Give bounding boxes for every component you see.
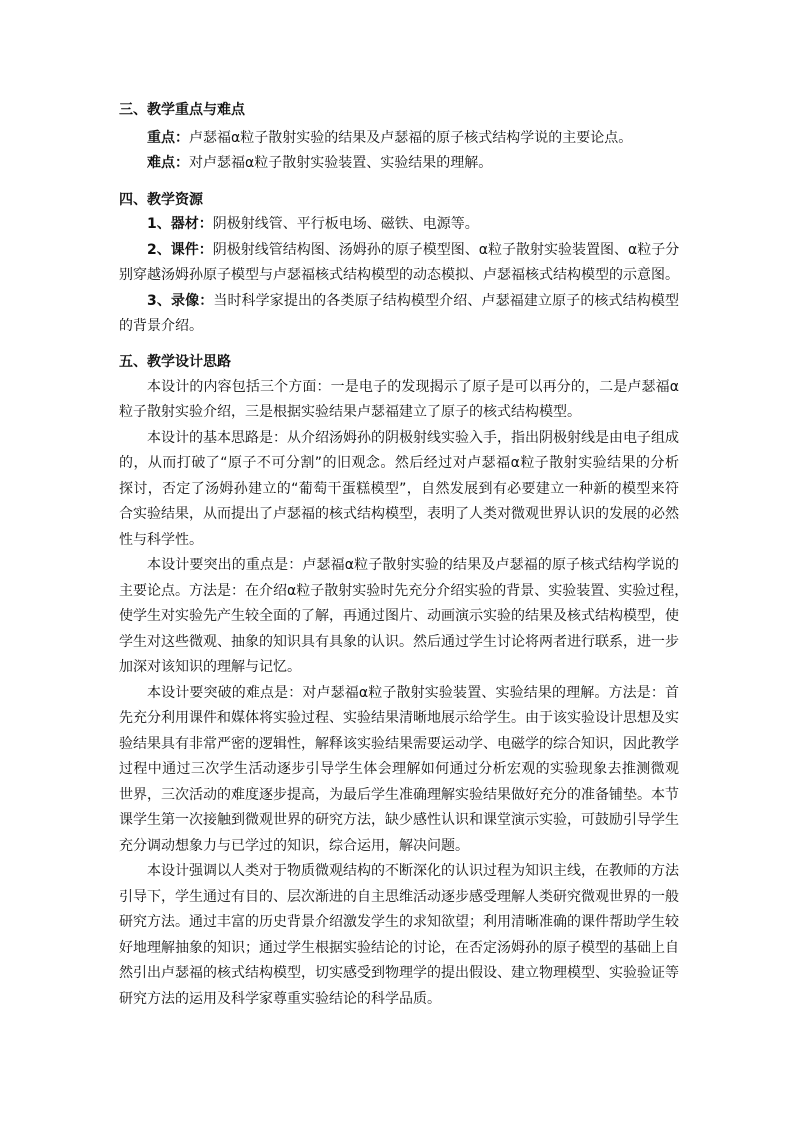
courseware-label: 2、课件： (147, 242, 213, 258)
section-3-heading: 三、教学重点与难点 (119, 102, 245, 118)
equipment-text: 阴极射线管、平行板电场、磁铁、电源等。 (212, 216, 479, 232)
courseware-text-line2: 别穿越汤姆孙原子模型与卢瑟福核式结构模型的动态模拟、卢瑟福核式结构模型的示意图。 (119, 267, 679, 283)
paragraph-line: 验结果具有非常严密的逻辑性，解释该实验结果需要运动学、电磁学的综合知识，因此教学 (119, 736, 679, 752)
paragraph-line: 研究方法的运用及科学家尊重实验结论的科学品质。 (119, 991, 441, 1007)
paragraph-line: 引导下，学生通过有目的、层次渐进的自主思维活动逐步感受理解人类研究微观世界的一般 (119, 889, 679, 905)
paragraph-line: 本设计的基本思路是：从介绍汤姆孙的阴极射线实验入手，指出阴极射线是由电子组成 (147, 430, 679, 446)
difficulty-text: 对卢瑟福α粒子散射实验装置、实验结果的理解。 (189, 155, 493, 171)
difficulty-line (147, 153, 492, 173)
paragraph-line: 本设计强调以人类对于物质微观结构的不断深化的认识过程为知识主线，在教师的方法 (147, 863, 679, 879)
paragraph-line: 世界，三次活动的难度逐步提高，为最后学生准确理解实验结果做好充分的准备铺垫。本节 (119, 787, 679, 803)
key-point-line (147, 128, 632, 148)
video-text-line2: 的背景介绍。 (119, 318, 203, 334)
video-text-line1: 当时科学家提出的各类原子结构模型介绍、卢瑟福建立原子的核式结构模型 (213, 293, 680, 309)
paragraph-line: 课学生第一次接触到微观世界的研究方法，缺少感性认识和课堂演示实验，可鼓励引导学生 (119, 812, 679, 828)
difficulty-label: 难点： (147, 155, 189, 171)
paragraph-line: 本设计要突破的难点是：对卢瑟福α粒子散射实验装置、实验结果的理解。方法是：首 (147, 685, 679, 701)
paragraph-line: 过程中通过三次学生活动逐步引导学生体会理解如何通过分析宏观的实验现象去推测微观 (119, 761, 679, 777)
resource-item-courseware (147, 240, 679, 260)
paragraph-line: 的，从而打破了“原子不可分割”的旧观念。然后经过对卢瑟福α粒子散射实验结果的分析 (119, 455, 679, 471)
paragraph-line: 本设计要突出的重点是：卢瑟福α粒子散射实验的结果及卢瑟福的原子核式结构学说的 (147, 557, 679, 573)
courseware-text-line1: 阴极射线管结构图、汤姆孙的原子模型图、α粒子散射实验装置图、α粒子分 (212, 242, 680, 258)
paragraph-line: 合实验结果，从而提出了卢瑟福的核式结构模型，表明了人类对微观世界认识的发展的必然 (119, 506, 679, 522)
paragraph-line: 主要论点。方法是：在介绍α粒子散射实验时先充分介绍实验的背景、实验装置、实验过程， (119, 583, 689, 599)
paragraph-line: 加深对该知识的理解与记忆。 (119, 659, 301, 675)
paragraph-line: 然引出卢瑟福的核式结构模型，切实感受到物理学的提出假设、建立物理模型、实验验证等 (119, 965, 679, 981)
resource-item-video (147, 291, 679, 311)
paragraph-line: 本设计的内容包括三个方面：一是电子的发现揭示了原子是可以再分的，二是卢瑟福α (147, 379, 679, 395)
key-point-text: 卢瑟福α粒子散射实验的结果及卢瑟福的原子核式结构学说的主要论点。 (189, 130, 633, 146)
video-label: 3、录像： (147, 293, 214, 309)
resource-item-equipment (147, 214, 479, 234)
paragraph-line: 粒子散射实验介绍，三是根据实验结果卢瑟福建立了原子的核式结构模型。 (119, 404, 581, 420)
paragraph-line: 好地理解抽象的知识；通过学生根据实验结论的讨论，在否定汤姆孙的原子模型的基础上自 (119, 940, 679, 956)
section-5-heading: 五、教学设计思路 (119, 354, 231, 370)
equipment-label: 1、器材： (147, 216, 213, 232)
paragraph-line: 性与科学性。 (119, 532, 203, 548)
key-point-label: 重点： (147, 130, 189, 146)
paragraph-line: 研究方法。通过丰富的历史背景介绍激发学生的求知欲望；利用清晰准确的课件帮助学生较 (119, 914, 679, 930)
paragraph-line: 探讨，否定了汤姆孙建立的“葡萄干蛋糕模型”，自然发展到有必要建立一种新的模型来符 (119, 481, 679, 497)
paragraph-line: 使学生对实验先产生较全面的了解，再通过图片、动画演示实验的结果及核式结构模型，使 (119, 608, 679, 624)
paragraph-line: 先充分利用课件和媒体将实验过程、实验结果清晰地展示给学生。由于该实验设计思想及实 (119, 710, 679, 726)
paragraph-line: 学生对这些微观、抽象的知识具有具象的认识。然后通过学生讨论将两者进行联系，进一步 (119, 634, 679, 650)
paragraph-line: 充分调动想象力与已学过的知识，综合运用，解决问题。 (119, 838, 469, 854)
section-4-heading: 四、教学资源 (119, 192, 203, 208)
